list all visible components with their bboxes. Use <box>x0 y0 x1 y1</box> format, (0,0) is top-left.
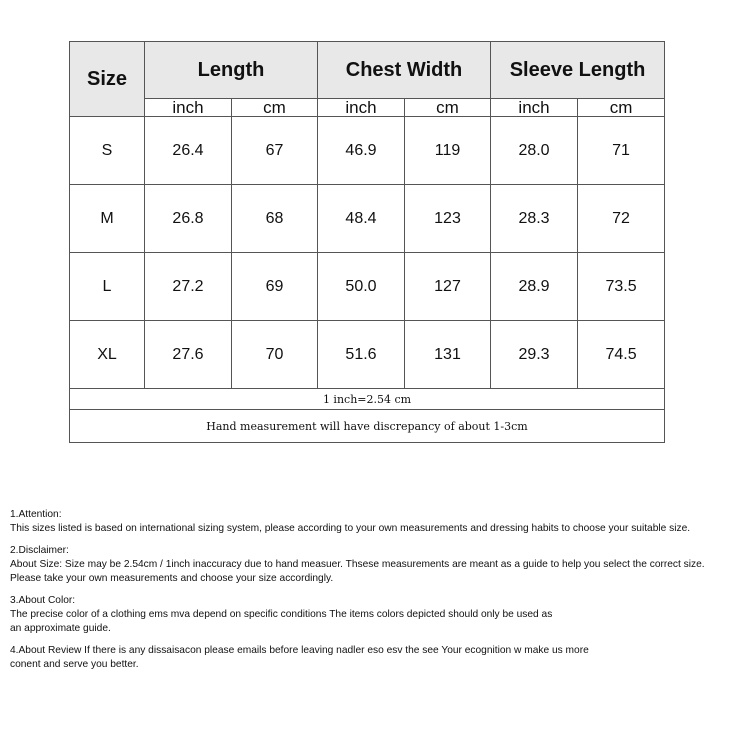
size-cell: S <box>70 117 145 185</box>
value-cell: 131 <box>405 321 491 389</box>
units-row <box>70 99 665 117</box>
value-cell: 26.8 <box>145 185 232 253</box>
table-row <box>70 253 665 321</box>
value-cell: 69 <box>232 253 318 321</box>
discrepancy-note: Hand measurement will have discrepancy of about 1-3cm <box>70 410 665 443</box>
notes-section <box>10 508 746 680</box>
value-cell: 71 <box>578 117 665 185</box>
note-title: 3.About Color: <box>10 595 76 606</box>
unit-cell: cm <box>405 99 491 117</box>
value-cell: 28.3 <box>491 185 578 253</box>
value-cell: 70 <box>232 321 318 389</box>
note-line: About Size: Size may be 2.54cm / 1inch inaccuracy due to hand measuer. Thsese measurements are meant as a guide to help you select the correct size. <box>10 559 705 570</box>
note-title: 2.Disclaimer: <box>10 545 69 556</box>
discrepancy-note-row <box>70 410 665 443</box>
note-attention <box>10 508 746 536</box>
table-row <box>70 321 665 389</box>
value-cell: 28.9 <box>491 253 578 321</box>
size-chart-table <box>69 41 665 443</box>
header-length: Length <box>145 42 318 99</box>
value-cell: 74.5 <box>578 321 665 389</box>
header-size: Size <box>70 42 145 117</box>
note-title: 4.About Review If there is any dissaisacon please emails before leaving nadler eso esv the see Your ecognition w make us more <box>10 645 589 656</box>
table-row <box>70 185 665 253</box>
note-line: Please take your own measurements and choose your size accordingly. <box>10 573 334 584</box>
size-cell: L <box>70 253 145 321</box>
note-about-review <box>10 644 746 672</box>
unit-cell: inch <box>491 99 578 117</box>
value-cell: 26.4 <box>145 117 232 185</box>
note-line: The precise color of a clothing ems mva depend on specific conditions The items colors depicted should only be used as <box>10 609 553 620</box>
size-cell: M <box>70 185 145 253</box>
conversion-note-row <box>70 389 665 410</box>
note-line: an approximate guide. <box>10 623 111 634</box>
unit-cell: cm <box>578 99 665 117</box>
value-cell: 72 <box>578 185 665 253</box>
size-cell: XL <box>70 321 145 389</box>
value-cell: 68 <box>232 185 318 253</box>
value-cell: 28.0 <box>491 117 578 185</box>
value-cell: 67 <box>232 117 318 185</box>
value-cell: 119 <box>405 117 491 185</box>
header-row <box>70 42 665 99</box>
value-cell: 27.2 <box>145 253 232 321</box>
value-cell: 50.0 <box>318 253 405 321</box>
header-sleeve-length: Sleeve Length <box>491 42 665 99</box>
value-cell: 48.4 <box>318 185 405 253</box>
value-cell: 46.9 <box>318 117 405 185</box>
unit-cell: inch <box>318 99 405 117</box>
value-cell: 51.6 <box>318 321 405 389</box>
table-row <box>70 117 665 185</box>
unit-cell: cm <box>232 99 318 117</box>
value-cell: 29.3 <box>491 321 578 389</box>
note-title: 1.Attention: <box>10 509 62 520</box>
note-about-color <box>10 594 746 636</box>
value-cell: 73.5 <box>578 253 665 321</box>
conversion-note: 1 inch=2.54 cm <box>70 389 665 410</box>
unit-cell: inch <box>145 99 232 117</box>
note-disclaimer <box>10 544 746 586</box>
note-line: This sizes listed is based on international sizing system, please according to your own measurements and dressing habits to choose your suitable size. <box>10 523 691 534</box>
value-cell: 27.6 <box>145 321 232 389</box>
value-cell: 123 <box>405 185 491 253</box>
note-line: conent and serve you better. <box>10 659 139 670</box>
value-cell: 127 <box>405 253 491 321</box>
header-chest-width: Chest Width <box>318 42 491 99</box>
